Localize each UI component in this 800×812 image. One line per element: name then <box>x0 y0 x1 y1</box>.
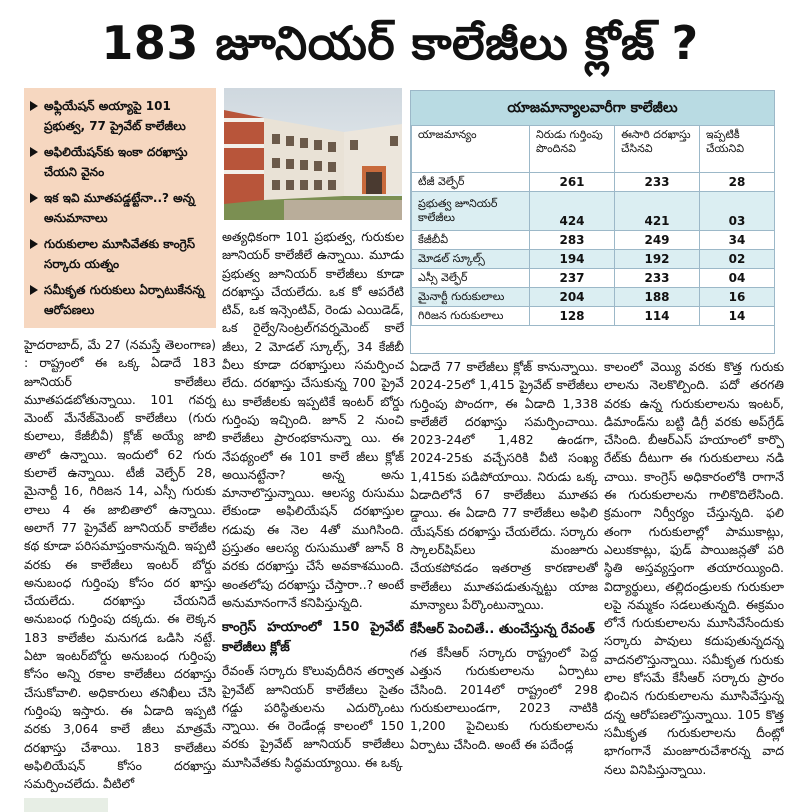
cell-value: 421 <box>615 192 700 231</box>
highlight-text: అఫ్లియేషన్ అయ్యాపై 101 ప్రభుత్వ, 77 ప్రైవేట్ కాలేజీలు <box>44 99 186 133</box>
highlight-item <box>30 188 210 228</box>
cell-value: 03 <box>700 192 775 231</box>
cell-value: 204 <box>530 288 615 307</box>
cell-value: 233 <box>615 269 700 288</box>
article-text: రేవంత్ సర్కారు కొలువుదీరిన తర్వాత ప్రైవేట్ జూనియర్ కాలేజీలు సైతం గడ్డు పరిస్థితులను ఎదుర్కొంటు న్నాయి. ఈ రెండేండ్ల కాలంలో 150 వరకు ప్రైవేట్ జూనియర్ కాలేజీలు మూసివేతకు సిద్ధమయ్యాయి. ఈ ఒక్క <box>222 663 404 770</box>
subheading: కాంగ్రెస్ హయాంలో 150 ప్రైవేట్ కాలేజీలు క్లోజ్ <box>222 620 404 656</box>
article-text: గత కేసీఆర్ సర్కారు రాష్ట్రంలో పెద్ద ఎత్తున గురుకులాలను ఏర్పాటు చేసింది. 2014లో రాష్ట్రంలో 298 గురుకులాలుండగా, 2023 నాటికి 1,200 పైచిలుకు గురుకులాలను ఏర్పాటు చేసింది. అంటే ఈ పదేండ్ల <box>410 645 598 752</box>
article-text: కాలంలో వెయ్యి వరకు కొత్త గురుకు లాలను నెలకొల్పింది. పదో తరగతి వరకు ఉన్న గురుకులాలను ఇంటర్, డిమాండ్‌ను బట్టి డిగ్రీ వరకు అప్‌గ్రేడ్ చేసింది. బీఆర్‌ఎస్ హయాంలో కార్పొ రేట్‌కు దీటుగా ఈ గురుకులాలు నడి చాయి. కాంగ్రెస్ అధికారంలోకి రాగానే ఈ గురుకులాలను గాలికొదిలేసింది. క్రమంగా నిర్వీర్యం చేస్తున్నది. ఫలి తంగా గురుకులాల్లో పాముకాట్లు, ఎలుకకాట్లు, ఫుడ్ పాయిజన్లతో పరి స్థితి అస్తవ్యస్తంగా తయారయ్యింది. విద్యార్థులు, తల్లిదండ్రులకు గురుకులా లపై నమ్మకం సడలుతున్నది. ఈక్రమం లోనే గురుకులాలను మూసివేసేందుకు సర్కారు పావులు కదుపుతున్నదన్న వాదనలొస్తున్నాయి. సమీకృత గురుకు లాల కోసమే కేసీఆర్ సర్కారు ప్రారం భించిన గురుకులాలను మూసివేస్తున్న దన్న ఆరోపణలొస్తున్నాయి. 105 కొత్త సమీకృత గురుకులాలను దీంట్లో భాగంగానే మంజూరుచేశారన్న వాద నలు వినిపిస్తున్నాయి. <box>604 359 784 777</box>
table-row <box>412 307 775 326</box>
highlights-box <box>24 88 216 328</box>
table-row <box>412 269 775 288</box>
row-label: టీజీ వెల్ఫేర్ <box>412 173 530 192</box>
cell-value: 283 <box>530 231 615 250</box>
row-label: గిరిజన గురుకులాలు <box>412 307 530 326</box>
cell-value: 34 <box>700 231 775 250</box>
row-label: ప్రభుత్వ జూనియర్ కాలేజీలు <box>412 192 530 231</box>
triangle-bullet-icon <box>30 239 38 249</box>
table-row <box>412 250 775 269</box>
cell-value: 233 <box>615 173 700 192</box>
cell-value: 192 <box>615 250 700 269</box>
cell-value: 04 <box>700 269 775 288</box>
article-column-1 <box>24 336 216 798</box>
row-label: మోడల్ స్కూల్స్ <box>412 250 530 269</box>
article-text: అత్యధికంగా 101 ప్రభుత్వ, గురుకుల జూనియర్ కాలేజీలే ఉన్నాయి. మూడు ప్రభుత్వ జూనియర్ కాలేజీలు కూడా దరఖాస్తు చేయలేదు. ఒక కో ఆపరేటి టివ్, ఒక ఇన్సెంటివ్, రెండు ఎయిడెడ్, ఒక రైల్వే/సెంట్రల్‌గవర్నమెంట్ కాలే జీలు, 2 మోడల్ స్కూల్స్, 34 కేజీబీ వీలు కూడా దరఖాస్తులు సమర్పించ లేదు. దరఖాస్తు చేసుకున్న 700 ప్రైవే టు కాలేజీలకు ఇప్పటికే ఇంటర్ బోర్డు గుర్తింపు ఇచ్చింది. జూన్ 2 నుంచి కాలేజీలు ప్రారంభకానున్నా యి. ఈ నేపథ్యంలో ఈ 101 కాలే జీలు క్లోజ్ అయినట్టేనా? అన్న అను మానాలొస్తున్నాయి. ఆలస్య రుసుము లేకుండా అఫిలియేషన్ దరఖాస్తుల గడువు ఈ నెల 4తో ముగిసింది. ప్రస్తుతం ఆలస్య రుసుముతో జూన్ 8 వరకు దరఖాస్తు చేసే అవకాశముంది. అంతలోపు దరఖాస్తు చేస్తారా..? అంటే అనుమానంగానే కనిపిస్తున్నది. <box>222 229 404 610</box>
highlight-item <box>30 142 210 182</box>
colleges-by-management-table <box>410 90 775 354</box>
cell-value: 424 <box>530 192 615 231</box>
headline: 183 జూనియర్ కాలేజీలు క్లోజ్ ? <box>101 16 699 70</box>
triangle-bullet-icon <box>30 147 38 157</box>
cell-value: 28 <box>700 173 775 192</box>
cell-value: 14 <box>700 307 775 326</box>
triangle-bullet-icon <box>30 101 38 111</box>
highlight-text: సమీకృత గురుకులు ఏర్పాటుకేనన్న ఆరోపణలు <box>44 283 205 317</box>
cell-value: 237 <box>530 269 615 288</box>
highlight-item <box>30 96 210 136</box>
bottom-color-strip <box>24 798 108 812</box>
header-cell: ఈసారి దరఖాస్తు చేసినవి <box>615 126 700 173</box>
table-row <box>412 192 775 231</box>
header-cell: నిరుడు గుర్తింపు పొందినవి <box>530 126 615 173</box>
data-table <box>411 125 775 326</box>
article-text: హైదరాబాద్, మే 27 (నమస్తే తెలంగాణ) : రాష్ట్రంలో ఈ ఒక్క ఏడాదే 183 జూనియర్ కాలేజీలు మూతపడబోతున్నాయి. 101 గవర్న మెంట్ మేనేజ్‌మెంట్ కాలేజీలు (గురు కులాలు, కేజీబీవీ) క్లోజ్ అయ్యే జాబి తాలో ఉన్నాయి. ఇందులో 62 గురు కులాలే ఉన్నాయి. టీజీ వెల్ఫేర్ 28, మైనార్టీ 16, గిరిజన 14, ఎస్సీ గురుకు లాలు 4 ఈ జాబితాలో ఉన్నాయి. అలాగే 77 ప్రైవేట్ జూనియర్ కాలేజీల కథ కూడా పరిసమాప్తంకానున్నది. ఇప్పటి వరకు ఈ కాలేజీలు ఇంటర్ బోర్డు అనుబంధ గుర్తింపు కోసం దర ఖాస్తు చేయలేదు. దరఖాస్తు చేయనిదే అనుబంధ గుర్తింపు దక్కదు. ఈ లెక్కన 183 కాలేజీల మనుగడ ఒడిసి నట్టే. ఏటా ఇంటర్‌బోర్డు అనుబంధ గుర్తింపు కోసం అన్ని రకాల కాలేజీలు దరఖాస్తు చేసుకోవాలి. అధికారులు తనిఖీలు చేసి గుర్తింపు ఇస్తారు. ఈ ఏడాది ఇప్పటి వరకు 3,064 కాలే జీలు మాత్రమే దరఖాస్తు చేశాయి. 183 కాలేజీలు అఫిలియేషన్ కోసం దరఖాస్తు సమర్పించలేదు. వీటిలో <box>24 337 216 792</box>
article-column-3 <box>410 358 598 798</box>
table-title: యాజమాన్యాలవారీగా కాలేజీలు <box>411 91 774 125</box>
article-column-4 <box>604 358 784 798</box>
highlight-text: అఫిలియేషన్‌కు ఇంకా దరఖాస్తు చేయని వైనం <box>44 145 188 179</box>
row-label: మైనార్టీ గురుకులాలు <box>412 288 530 307</box>
table-row <box>412 288 775 307</box>
cell-value: 128 <box>530 307 615 326</box>
row-label: కేజీబీవీ <box>412 231 530 250</box>
triangle-bullet-icon <box>30 193 38 203</box>
cell-value: 261 <box>530 173 615 192</box>
cell-value: 194 <box>530 250 615 269</box>
cell-value: 02 <box>700 250 775 269</box>
table-row <box>412 231 775 250</box>
highlight-item <box>30 280 210 320</box>
row-label: ఎస్సీ వెల్ఫేర్ <box>412 269 530 288</box>
highlight-item <box>30 234 210 274</box>
college-building-photo <box>224 88 402 220</box>
article-text: ఏడాదే 77 కాలేజీలు క్లోజ్ కానున్నాయి. 2024-25లో 1,415 ప్రైవేట్ కాలేజీలు గుర్తింపు పొందగా, ఈ ఏడాది 1,338 కాలేజీలే దరఖాస్తు సమర్పించాయి. 2023-24లో 1,482 ఉండగా, 2024-25కు వచ్చేసరికి వీటి సంఖ్య 1,415కు పడిపోయాయి. నిరుడు ఒక్క ఏడాదిలోనే 67 కాలేజీలు మూతప డ్డాయి. ఈ ఏడాది 77 కాలేజీలు అఫిలి యేషన్‌కు దరఖాస్తు చేయలేదు. సర్కారు స్కాలర్‌షిప్‌లు మంజూరు చేయకపోవడం ఇతరాత్ర కారణాలతో కాలేజీలు మూతపడుతున్నట్టు యాజ మాన్యాలు పేర్కొంటున్నాయి. <box>410 359 598 612</box>
cell-value: 114 <box>615 307 700 326</box>
triangle-bullet-icon <box>30 285 38 295</box>
highlight-text: గురుకులాల మూసివేతకు కాంగ్రెస్ సర్కారు యత్నం <box>44 237 196 271</box>
highlight-text: ఇక ఇవి మూతపడ్డట్టేనా..? అన్న అనుమానాలు <box>44 191 195 225</box>
cell-value: 16 <box>700 288 775 307</box>
table-header-row <box>412 126 775 173</box>
table-row <box>412 173 775 192</box>
cell-value: 249 <box>615 231 700 250</box>
header-cell: యాజమాన్యం <box>412 126 530 173</box>
article-column-2 <box>222 228 404 798</box>
header-cell: ఇప్పటికీ చేయనివి <box>700 126 775 173</box>
cell-value: 188 <box>615 288 700 307</box>
subheading: కేసీఆర్ పెంచితే.. తుంచేస్తున్న రేవంత్ <box>410 622 595 638</box>
